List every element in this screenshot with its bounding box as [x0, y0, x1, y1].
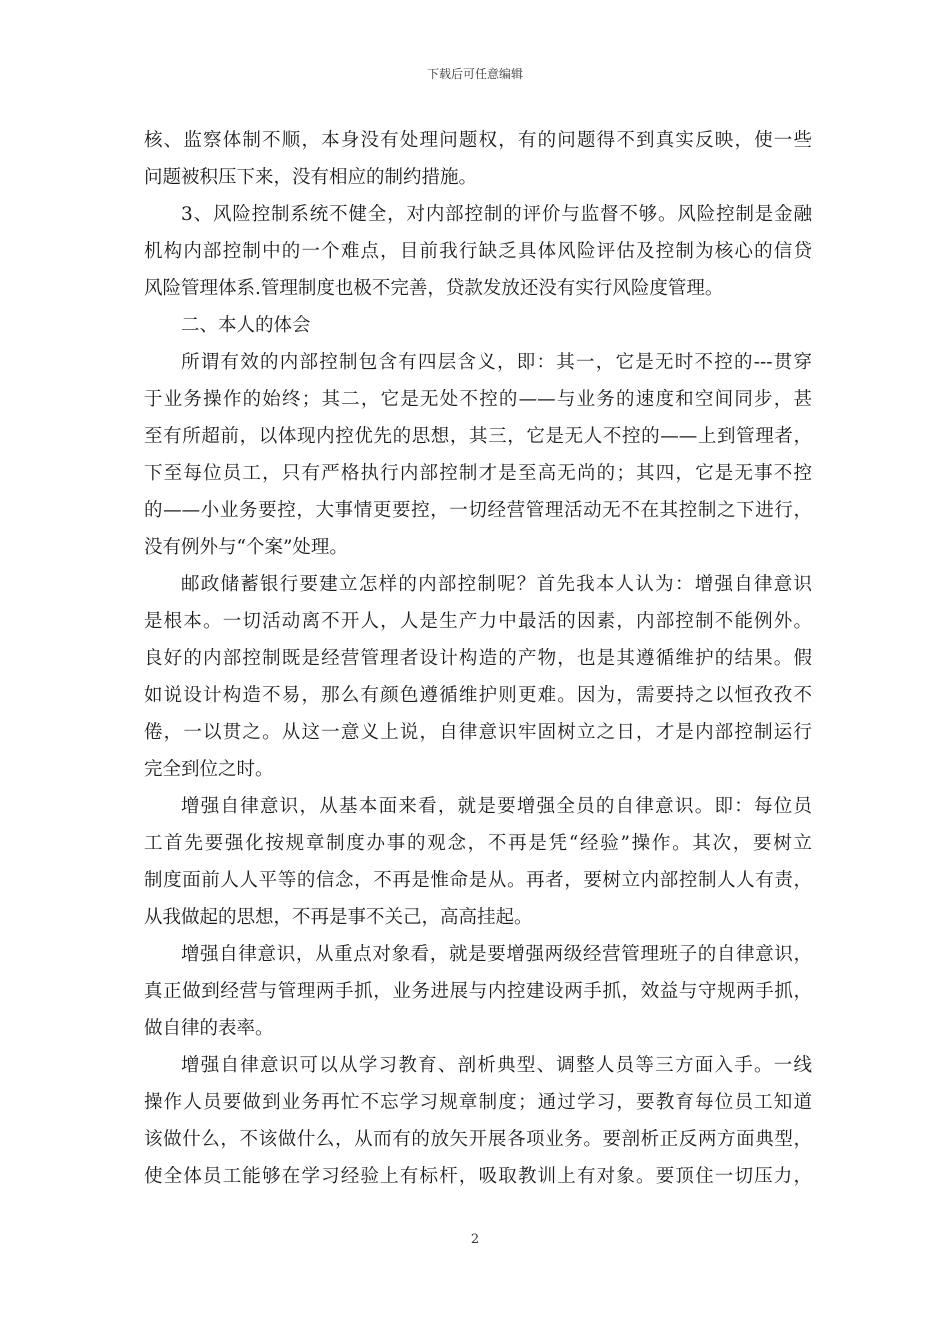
- text-line: 增强自律意识，从基本面来看，就是要增强全员的自律意识。即：每位员: [181, 796, 812, 817]
- text-line: 至有所超前，以体现内控优先的思想，其三，它是无人不控的——上到管理者，: [144, 426, 812, 447]
- text-line: 使全体员工能够在学习经验上有标杆，吸取教训上有对象。要顶住一切压力，: [144, 1166, 812, 1187]
- text-line: 该做什么，不该做什么，从而有的放矢开展各项业务。要剖析正反两方面典型，: [144, 1129, 812, 1150]
- document-body: [144, 122, 812, 1195]
- text-line: 的——小业务要控，大事情更要控，一切经营管理活动无不在其控制之下进行，: [144, 500, 812, 521]
- text-line: 工首先要强化按规章制度办事的观念，不再是凭“经验”操作。其次，要树立: [144, 833, 812, 854]
- text-line: 制度面前人人平等的信念，不再是惟命是从。再者，要树立内部控制人人有责，: [144, 870, 812, 891]
- text-line: 问题被积压下来，没有相应的制约措施。: [144, 167, 478, 188]
- text-line: 做自律的表率。: [144, 1018, 274, 1039]
- text-line: 风险管理体系.管理制度也极不完善，贷款发放还没有实行风险度管理。: [144, 278, 724, 299]
- text-line: 是根本。一切活动离不开人，人是生产力中最活的因素，内部控制不能例外。: [144, 611, 812, 632]
- text-line: 机构内部控制中的一个难点，目前我行缺乏具体风险评估及控制为核心的信贷: [144, 241, 812, 262]
- page-header-note: 下载后可任意编辑: [426, 67, 523, 81]
- text-line: 邮政储蓄银行要建立怎样的内部控制呢？首先我本人认为：增强自律意识: [181, 574, 812, 595]
- text-line: 3、风险控制系统不健全，对内部控制的评价与监督不够。风险控制是金融: [181, 204, 812, 225]
- text-line: 倦，一以贯之。从这一意义上说，自律意识牢固树立之日，才是内部控制运行: [144, 722, 812, 743]
- text-line: 从我做起的思想，不再是事不关己，高高挂起。: [144, 907, 533, 928]
- page-number: 2: [470, 1232, 480, 1247]
- text-line: 所谓有效的内部控制包含有四层含义，即：其一，它是无时不控的---贯穿: [181, 352, 812, 373]
- text-line: 二、本人的体会: [181, 315, 311, 336]
- text-line: 增强自律意识可以从学习教育、剖析典型、调整人员等三方面入手。一线: [181, 1055, 812, 1076]
- text-line: 于业务操作的始终；其二，它是无处不控的——与业务的速度和空间同步，甚: [144, 389, 812, 410]
- text-line: 核、监察体制不顺，本身没有处理问题权，有的问题得不到真实反映，使一些: [144, 130, 812, 151]
- text-line: 如说设计构造不易，那么有颜色遵循维护则更难。因为，需要持之以恒孜孜不: [144, 685, 812, 706]
- text-line: 完全到位之时。: [144, 759, 274, 780]
- text-line: 真正做到经营与管理两手抓，业务进展与内控建设两手抓，效益与守规两手抓，: [144, 981, 812, 1002]
- text-line: 操作人员要做到业务再忙不忘学习规章制度；通过学习，要教育每位员工知道: [144, 1092, 812, 1113]
- text-line: 没有例外与“个案”处理。: [144, 537, 348, 558]
- text-line: 良好的内部控制既是经营管理者设计构造的产物，也是其遵循维护的结果。假: [144, 648, 812, 669]
- text-line: 增强自律意识，从重点对象看，就是要增强两级经营管理班子的自律意识，: [181, 944, 812, 965]
- text-line: 下至每位员工，只有严格执行内部控制才是至高无尚的；其四，它是无事不控: [144, 463, 812, 484]
